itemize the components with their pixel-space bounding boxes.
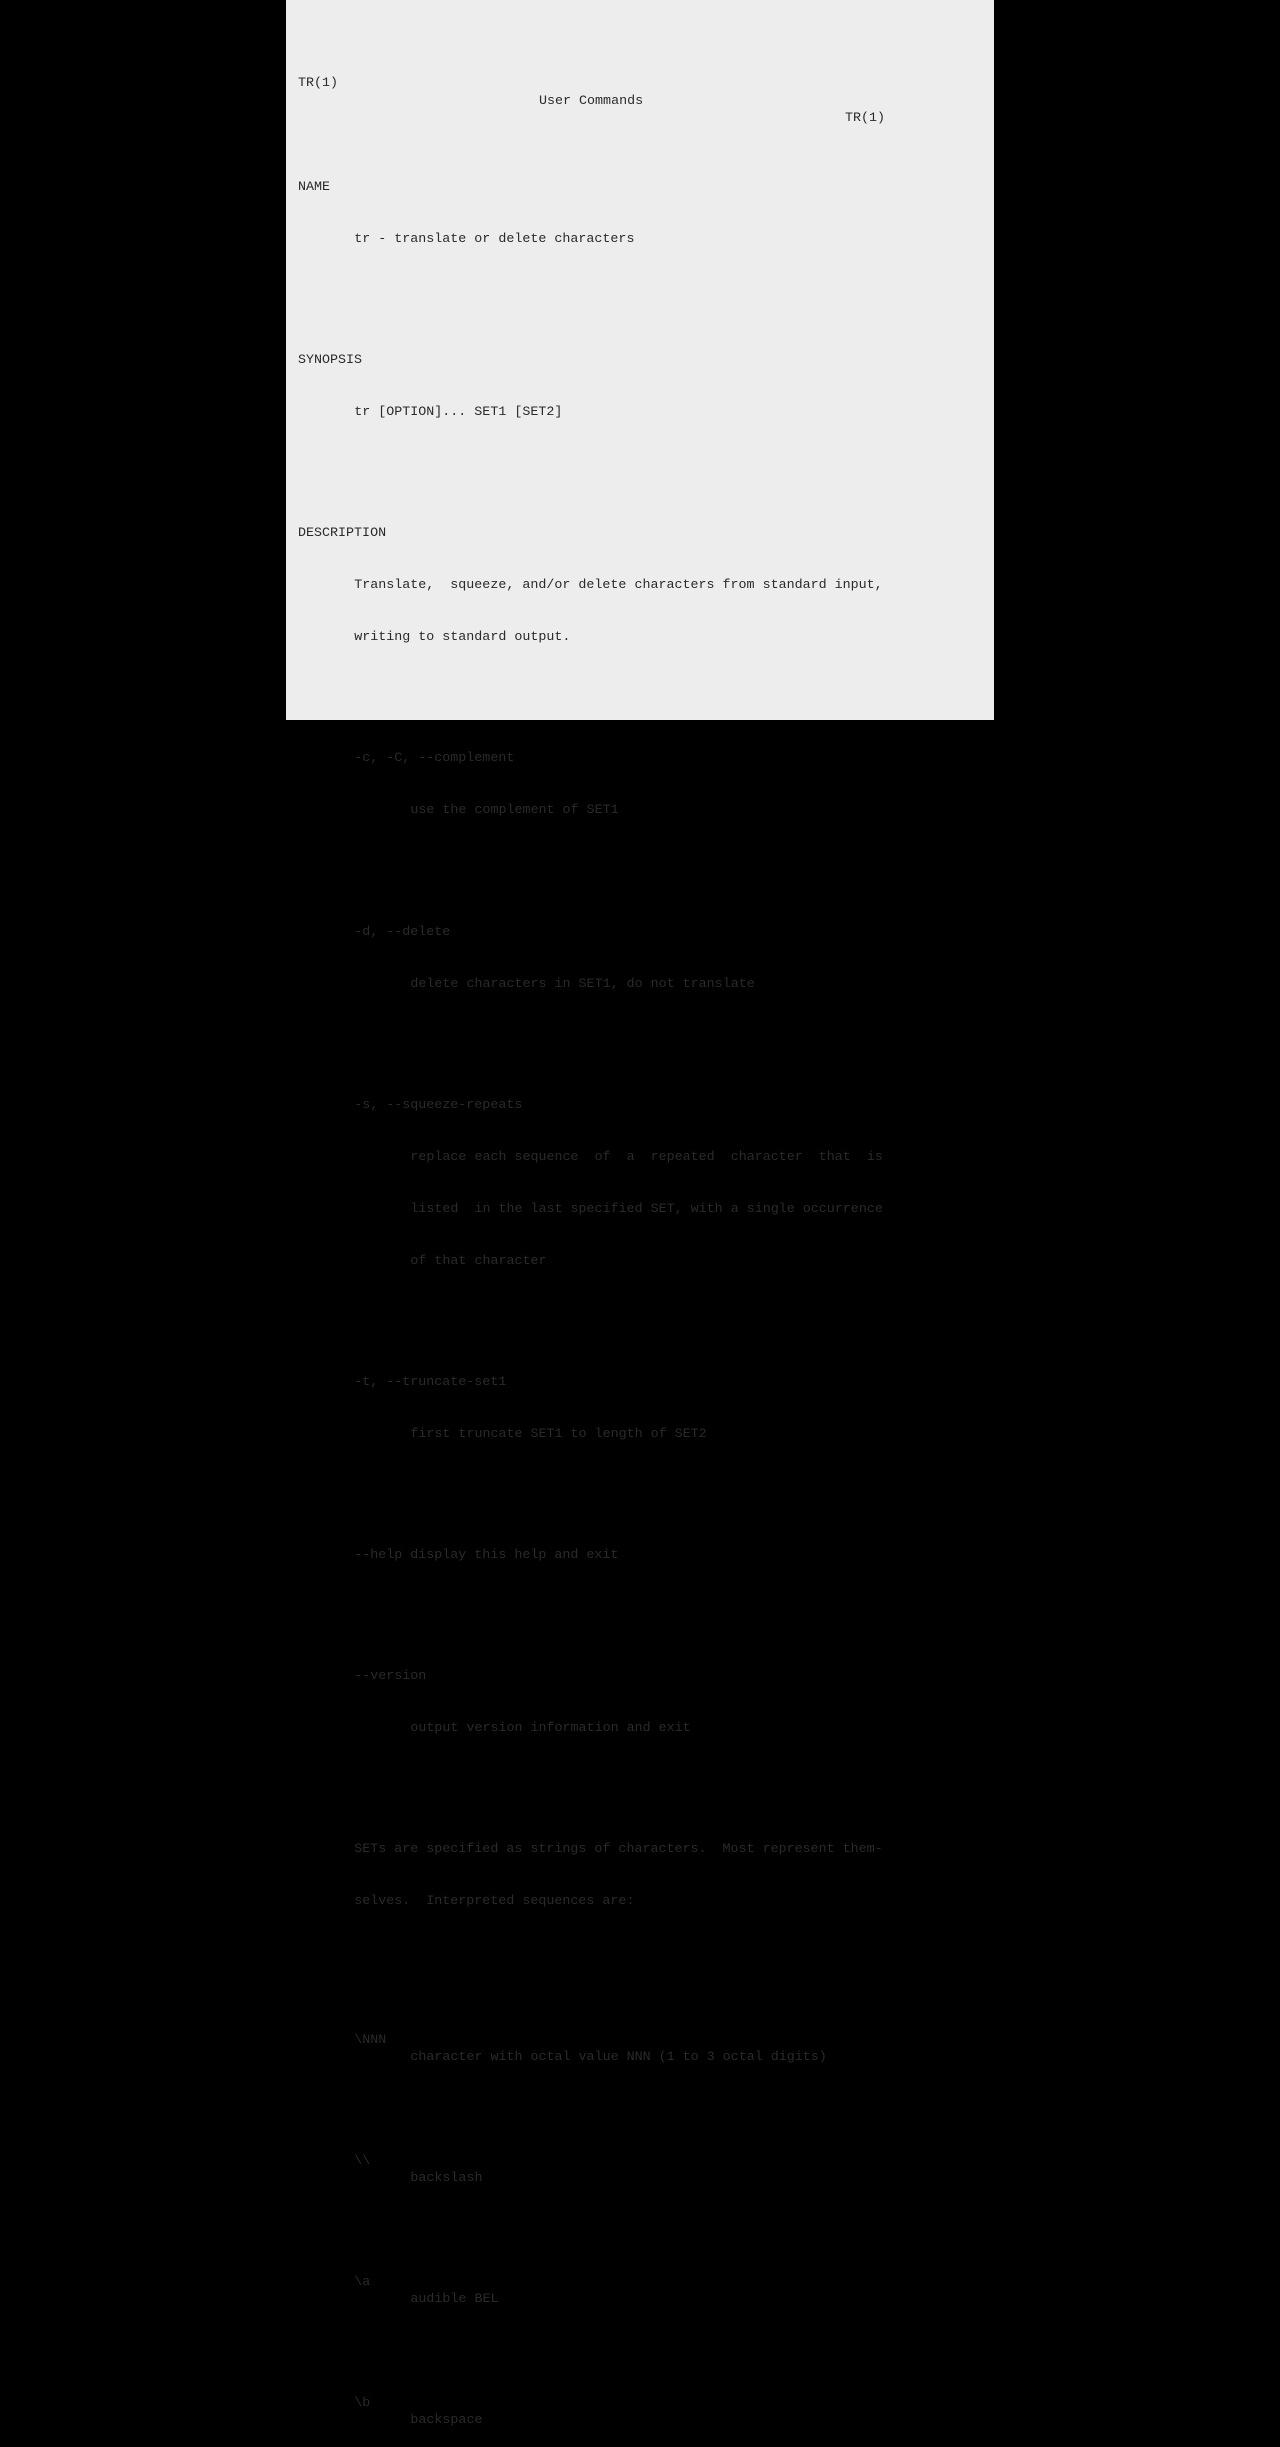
- sequence-row-backslash: [298, 2135, 898, 2187]
- option-desc: output version information and exit: [410, 1720, 691, 1736]
- sequence-key: \\: [354, 2153, 371, 2169]
- sequence-key: \NNN: [354, 2032, 387, 2048]
- sets-text-line: selves. Interpreted sequences are:: [354, 1894, 635, 1910]
- section-heading-description: DESCRIPTION: [298, 526, 387, 542]
- synopsis-text: tr [OPTION]... SET1 [SET2]: [354, 405, 563, 421]
- header-left: TR(1): [298, 76, 339, 92]
- option-flag-complement: -c, -C, --complement: [354, 751, 515, 767]
- option-desc: of that character: [410, 1253, 547, 1269]
- description-intro-line: writing to standard output.: [354, 630, 571, 646]
- header-right: TR(1): [845, 110, 886, 126]
- sets-text-line: SETs are specified as strings of characters. Most represent them-: [354, 1842, 883, 1858]
- option-desc: use the complement of SET1: [410, 803, 619, 819]
- man-page-content: [298, 6, 898, 2447]
- option-desc: replace each sequence of a repeated character that is: [410, 1149, 883, 1165]
- man-header: [298, 58, 898, 126]
- sequence-key: \a: [354, 2274, 371, 2290]
- sequence-row-bel: [298, 2257, 898, 2308]
- sequence-meaning: character with octal value NNN (1 to 3 octal digits): [410, 2049, 827, 2065]
- option-flag-delete: -d, --delete: [354, 924, 451, 940]
- sequence-row-octal: [298, 2014, 898, 2065]
- option-flag-squeeze-repeats: -s, --squeeze-repeats: [354, 1097, 523, 1113]
- section-heading-name: NAME: [298, 180, 331, 196]
- option-flag-truncate-set1: -t, --truncate-set1: [354, 1374, 507, 1390]
- section-heading-synopsis: SYNOPSIS: [298, 353, 363, 369]
- sequence-key: \b: [354, 2396, 371, 2412]
- sequence-meaning: backslash: [410, 2171, 483, 2187]
- name-text: tr - translate or delete characters: [354, 232, 635, 248]
- option-desc: delete characters in SET1, do not translate: [410, 976, 755, 992]
- sequence-meaning: audible BEL: [410, 2292, 499, 2308]
- option-desc: listed in the last specified SET, with a single occurrence: [410, 1201, 883, 1217]
- header-center: User Commands: [539, 93, 644, 109]
- option-flag-version: --version: [354, 1669, 427, 1684]
- sequence-meaning: backspace: [410, 2413, 483, 2429]
- sequence-row-backspace: [298, 2378, 898, 2429]
- option-desc: first truncate SET1 to length of SET2: [410, 1426, 707, 1442]
- option-flag-help: --help display this help and exit: [354, 1547, 619, 1563]
- man-page-viewer: [286, 0, 994, 2429]
- description-intro-line: Translate, squeeze, and/or delete characters from standard input,: [354, 578, 883, 594]
